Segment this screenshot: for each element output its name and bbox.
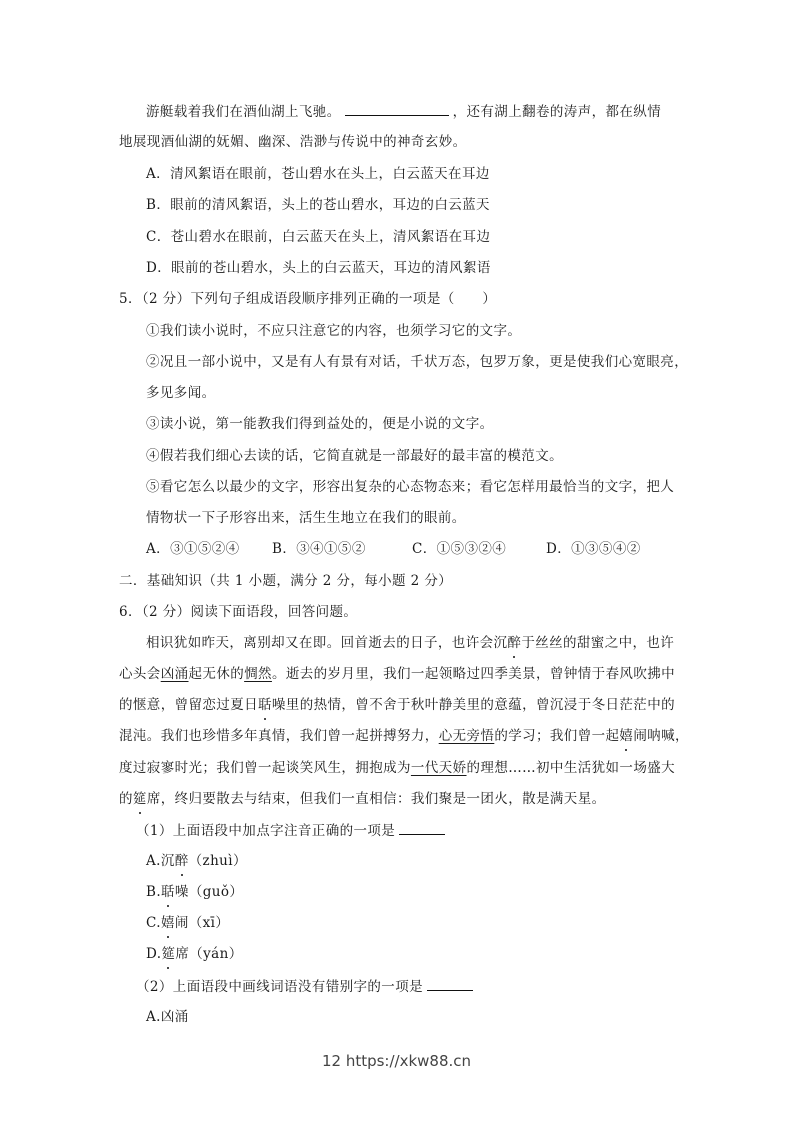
q5-sentence-3: ③读小说，第一能教我们得到益处的，便是小说的文字。 bbox=[146, 416, 494, 432]
q4-option-a[interactable] bbox=[146, 164, 490, 184]
q6-sub1-stem: （1）上面语段中加点字注音正确的一项是 bbox=[136, 820, 449, 841]
q5-sentence-4: ④假若我们细心去读的话，它简直就是一部最好的最丰富的模范文。 bbox=[146, 448, 563, 464]
q5-option-b[interactable]: B．③④①⑤② bbox=[272, 541, 366, 557]
q5-sentence-5-cont: 情物状一下子形容出来，活生生地立在我们的眼前。 bbox=[146, 510, 466, 526]
option-label: D． bbox=[146, 260, 172, 276]
q5-sentence-2-cont: 多见多闻。 bbox=[146, 385, 216, 401]
dotted-char: 筵 bbox=[132, 791, 147, 807]
q4-stem-line1 bbox=[146, 101, 661, 122]
answer-blank[interactable] bbox=[399, 820, 445, 835]
q6-passage-line3: 的惬意，曾留恋过夏日聒噪里的热情，曾不舍于秋叶静美里的意蕴，曾沉浸于冬日茫茫中的 bbox=[119, 697, 676, 713]
q6-sub1-option-b[interactable]: B.聒噪（guǒ） bbox=[146, 884, 244, 900]
section-heading: 二．基础知识（共 1 小题，满分 2 分，每小题 2 分） bbox=[119, 573, 453, 589]
q5-option-a[interactable]: A．③①⑤②④ bbox=[146, 541, 240, 557]
option-text: 眼前的苍山碧水，头上的白云蓝天，耳边的清风絮语 bbox=[171, 260, 491, 276]
q5-option-d[interactable]: D．①③⑤④② bbox=[546, 541, 641, 557]
q6-passage-line1: 相识犹如昨天，离别却又在即。回首逝去的日子，也许会沉醉于丝丝的甜蜜之中，也许 bbox=[146, 635, 675, 651]
q6-sub2-option-a[interactable]: A.凶涌 bbox=[146, 1009, 189, 1025]
q6-sub1-option-a[interactable]: A.沉醉（zhuì） bbox=[146, 853, 247, 869]
q6-passage-line6: 的筵席，终归要散去与结束，但我们一直相信：我们聚是一团火，散是满天星。 bbox=[119, 791, 606, 807]
q6-passage-line5: 度过寂寥时光；我们曾一起谈笑风生，拥抱成为一代天娇的理想……初中生活犹如一场盛大 bbox=[119, 760, 676, 776]
q4-text-after-blank: ，还有湖上翻卷的涛声，都在纵情 bbox=[452, 104, 662, 120]
option-text: 眼前的清风絮语，头上的苍山碧水，耳边的白云蓝天 bbox=[170, 197, 490, 213]
q6-passage-line4: 混沌。我们也珍惜多年真情，我们曾一起拼搏努力，心无旁悟的学习；我们曾一起嬉闹呐喊， bbox=[119, 728, 689, 744]
q6-sub1-option-c[interactable]: C.嬉闹（xī） bbox=[146, 915, 230, 931]
q4-option-b[interactable] bbox=[146, 195, 490, 215]
underlined-word: 心无旁悟 bbox=[438, 728, 495, 744]
answer-blank[interactable] bbox=[345, 101, 449, 116]
q5-sentence-5: ⑤看它怎么以最少的文字，形容出复杂的心态物态来；看它怎样用最恰当的文字，把人 bbox=[146, 479, 675, 495]
q6-sub1-option-d[interactable]: D.筵席（yán） bbox=[146, 946, 243, 962]
q5-sentence-1: ①我们读小说时，不应只注意它的内容，也须学习它的文字。 bbox=[146, 323, 522, 339]
dotted-char: 嬉 bbox=[619, 728, 634, 744]
underlined-word: 凶涌 bbox=[160, 666, 189, 682]
dotted-char: 醉 bbox=[507, 635, 522, 651]
q4-option-d[interactable] bbox=[146, 258, 491, 278]
option-label: A． bbox=[146, 166, 171, 182]
q5-sentence-2: ②况且一部小说中，又是有人有景有对话，千状万态，包罗万象，更是使我们心宽眼亮， bbox=[146, 354, 689, 370]
q4-option-c[interactable] bbox=[146, 227, 490, 247]
option-text: 清风絮语在眼前，苍山碧水在头上，白云蓝天在耳边 bbox=[170, 166, 490, 182]
q6-sub2-stem: （2）上面语段中画线词语没有错别字的一项是 bbox=[136, 976, 477, 997]
option-label: B． bbox=[146, 197, 171, 213]
dotted-char: 聒 bbox=[161, 884, 175, 900]
q4-stem-line2: 地展现酒仙湖的妩媚、幽深、浩渺与传说中的神奇玄妙。 bbox=[119, 134, 467, 150]
dotted-char: 醉 bbox=[174, 853, 189, 869]
option-text: 苍山碧水在眼前，白云蓝天在头上，清风絮语在耳边 bbox=[170, 229, 491, 245]
q5-stem: 5．（2 分）下列句子组成语段顺序排列正确的一项是（ ） bbox=[119, 291, 497, 307]
dotted-char: 聒 bbox=[258, 697, 272, 713]
answer-blank[interactable] bbox=[427, 976, 473, 991]
q4-text-before-blank: 游艇载着我们在酒仙湖上飞驰。 bbox=[146, 104, 341, 120]
q6-passage-line2: 心头会凶涌起无休的惆然。逝去的岁月里，我们一起领略过四季美景，曾钟情于春风吹拂中 bbox=[119, 666, 676, 682]
underlined-word: 惆然 bbox=[244, 666, 272, 682]
dotted-char: 嬉 bbox=[160, 915, 175, 931]
underlined-word: 一代天娇 bbox=[410, 760, 467, 776]
q6-stem: 6．（2 分）阅读下面语段，回答问题。 bbox=[119, 604, 358, 620]
option-label: C． bbox=[146, 229, 171, 245]
page-footer: 12 https://xkw88.cn bbox=[321, 1052, 472, 1070]
q5-option-c[interactable]: C．①⑤③②④ bbox=[412, 541, 507, 557]
dotted-char: 筵 bbox=[161, 946, 176, 962]
